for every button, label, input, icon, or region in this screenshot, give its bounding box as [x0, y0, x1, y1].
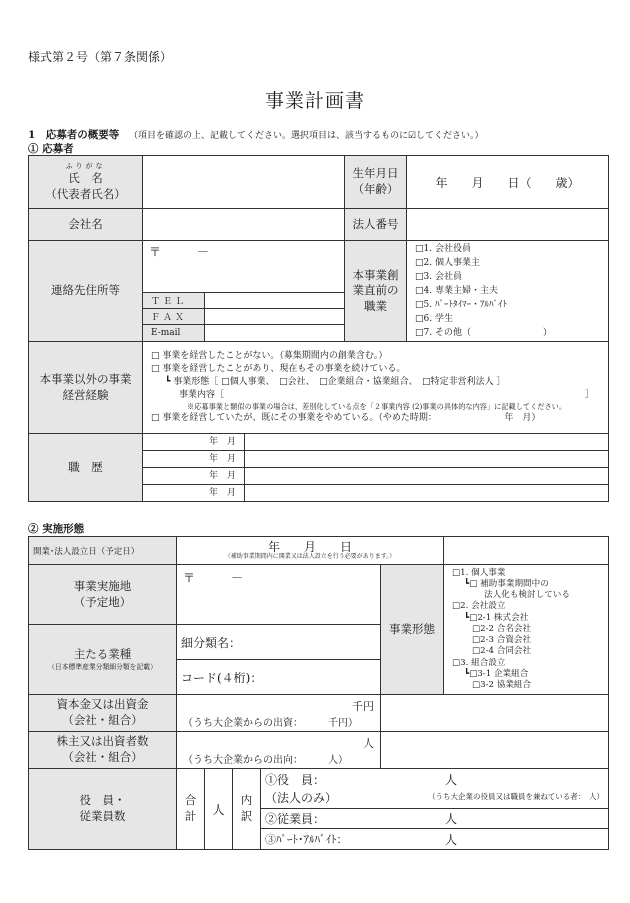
location-label-line2: （予定地）	[73, 594, 132, 609]
occupation-option[interactable]: □2. 個人事業主	[415, 258, 480, 268]
corporate-number-label: 法人番号	[345, 209, 407, 241]
career-detail[interactable]	[245, 468, 608, 484]
section1-note: （項目を確認の上、記載してください。選択項目は、該当するものに☑してください。）	[128, 131, 484, 141]
shareholder-sub: （うち大企業からの出向： 人）	[183, 754, 348, 766]
capital-label-line1: 資本金又は出資金	[56, 697, 149, 712]
officers-row[interactable]	[261, 769, 608, 809]
experience-content-close: ］	[584, 390, 594, 400]
career-row	[143, 434, 609, 451]
corporate-number-field[interactable]	[407, 209, 609, 241]
staff-total-field[interactable]: 人	[205, 769, 233, 850]
industry-label-line2: （日本標準産業分類細分類を記載）	[48, 662, 157, 671]
occupation-label-line3: 職業	[364, 298, 387, 313]
start-date-blank	[444, 537, 609, 565]
occupation-label-line1: 本事業創	[352, 267, 399, 282]
career-label: 職 歴	[29, 434, 143, 502]
staff-breakdown-label	[233, 769, 261, 850]
occupation-options	[407, 241, 609, 342]
career-detail[interactable]	[245, 451, 608, 467]
occupation-option[interactable]: □4. 専業主婦・主夫	[415, 286, 498, 296]
business-form-option[interactable]: □2. 会社設立	[452, 601, 506, 612]
career-date[interactable]: 年 月	[143, 451, 245, 467]
industry-code-field[interactable]: コード(４桁)：	[177, 660, 381, 695]
location-label	[29, 565, 177, 625]
name-field[interactable]	[143, 156, 345, 209]
applicant-table	[28, 155, 609, 502]
business-form-option[interactable]: □2-3 合資会社	[472, 635, 532, 646]
business-form-option[interactable]: ┗□3-1 企業組合	[464, 668, 529, 679]
staff-breakdown-label-line2: 訳	[240, 809, 253, 823]
birthdate-field[interactable]: 年 月 日（ 歳）	[407, 156, 609, 209]
section1-heading: 1 応募者の概要等	[28, 129, 120, 141]
staff-label-line1: 役 員・	[79, 793, 126, 808]
shareholder-unit: 人	[363, 736, 374, 750]
experience-label-line1: 本事業以外の事業	[39, 371, 132, 386]
experience-option-none[interactable]: □ 事業を経営したことがない。（募集期間内の創業含む。）	[151, 351, 388, 361]
shareholder-blank	[381, 732, 609, 769]
business-form-options	[444, 565, 609, 695]
career-date[interactable]: 年 月	[143, 485, 245, 501]
tel-field[interactable]	[205, 292, 345, 308]
officers-sub: （法人のみ）	[265, 791, 338, 805]
experience-label	[29, 342, 143, 434]
furigana-label: ふりがな	[65, 161, 106, 170]
business-form-option[interactable]: □1. 個人事業	[452, 567, 506, 578]
experience-content-row	[143, 389, 608, 402]
company-name-label: 会社名	[29, 209, 143, 241]
occupation-label-line2: 業直前の	[352, 283, 399, 298]
experience-content[interactable]: 事業内容［	[179, 390, 225, 400]
staff-total-label-line2: 計	[184, 809, 197, 823]
occupation-option[interactable]: □6. 学生	[415, 314, 453, 324]
birthdate-label-line2: （年齢）	[352, 182, 399, 196]
experience-business-form[interactable]: ┗ 事業形態［ □個人事業、 □会社、 □企業組合・協業組合、 □特定非営利法人 ］	[165, 377, 506, 387]
name-label-line2: （代表者氏名）	[45, 186, 126, 201]
employees-label: ②従業員：	[265, 812, 326, 826]
staff-breakdown	[261, 769, 609, 850]
start-date-value[interactable]: 年 月 日	[268, 539, 353, 554]
business-form-option[interactable]: □2-4 合同会社	[472, 646, 532, 657]
occupation-option[interactable]: □5. ﾊﾟｰﾄﾀｲﾏｰ・ｱﾙﾊﾞｲﾄ	[415, 300, 507, 310]
officers-label: ①役 員：	[265, 773, 326, 787]
address-field[interactable]: 〒 －	[143, 241, 345, 293]
capital-field[interactable]	[177, 695, 381, 732]
name-label-line1: 氏 名	[68, 171, 103, 186]
form-number: 様式第２号（第７条関係）	[28, 50, 173, 64]
career-row	[143, 485, 609, 502]
business-form-option[interactable]: ┗□2-1 株式会社	[464, 612, 529, 623]
experience-option-current[interactable]: □ 事業を経営したことがあり、現在もその事業を続けている。	[151, 364, 406, 374]
experience-label-line2: 経営経験	[62, 387, 109, 402]
location-field[interactable]: 〒 －	[177, 565, 381, 625]
employees-unit: 人	[445, 812, 458, 826]
tel-label: ＴＥＬ	[143, 292, 205, 308]
occupation-option[interactable]: □3. 会社員	[415, 272, 462, 282]
staff-total-label-line1: 合	[184, 793, 197, 808]
officers-note: （うち大企業の役員又は職員を兼ねている者： 人）	[427, 792, 605, 801]
employees-row[interactable]	[261, 809, 608, 829]
business-form-option[interactable]: □3-2 協業組合	[472, 679, 532, 690]
officers-unit: 人	[445, 773, 458, 787]
career-date[interactable]: 年 月	[143, 434, 245, 450]
career-row	[143, 468, 609, 485]
shareholder-label-line1: 株主又は出資者数	[56, 734, 149, 749]
capital-blank	[381, 695, 609, 732]
business-form-list	[452, 568, 608, 691]
business-form-option[interactable]: □2-2 合名会社	[472, 623, 532, 634]
business-form-option[interactable]: □3. 組合設立	[452, 657, 506, 668]
parttime-row[interactable]	[261, 829, 608, 849]
occupation-label	[345, 241, 407, 342]
staff-breakdown-label-line1: 内	[240, 793, 253, 808]
birthdate-label	[345, 156, 407, 209]
address-label: 連絡先住所等	[29, 241, 143, 342]
applicant-heading: ① 応募者	[28, 143, 74, 155]
business-form-option-note: 法人化も検討している	[484, 590, 570, 601]
birthdate-label-line1: 生年月日	[352, 166, 399, 181]
capital-unit: 千円	[352, 699, 374, 713]
fax-label: ＦＡＸ	[143, 309, 205, 325]
parttime-label: ③ﾊﾟｰﾄ･ｱﾙﾊﾞｲﾄ：	[265, 833, 348, 846]
email-field[interactable]	[205, 325, 345, 342]
industry-subclass-field[interactable]: 細分類名：	[177, 625, 381, 660]
location-label-line1: 事業実施地	[73, 578, 132, 593]
start-date-cell	[177, 537, 444, 565]
staff-label-line2: 従業員数	[79, 809, 126, 823]
staff-total-label	[177, 769, 205, 850]
occupation-option[interactable]: □7. その他（ ）	[415, 328, 552, 338]
occupation-option[interactable]: □1. 会社役員	[415, 244, 471, 254]
industry-label-line1: 主たる業種	[73, 647, 132, 662]
shareholder-label	[29, 732, 177, 769]
industry-label	[29, 625, 177, 695]
email-label: E-mail	[143, 325, 205, 342]
parttime-unit: 人	[445, 833, 458, 847]
career-detail[interactable]	[245, 485, 608, 501]
document-title: 事業計画書	[264, 90, 365, 112]
career-date[interactable]: 年 月	[143, 468, 245, 484]
implementation-table	[28, 536, 609, 850]
company-name-field[interactable]	[143, 209, 345, 241]
capital-label-line2: （会社・組合）	[62, 713, 143, 727]
start-date-label: 開業･法人設立日（予定日）	[29, 537, 177, 565]
business-form-label: 事業形態	[381, 565, 444, 695]
shareholder-field[interactable]	[177, 732, 381, 769]
name-label	[29, 156, 143, 209]
business-form-option[interactable]: ┗□ 補助事業期間中の	[464, 579, 549, 590]
capital-sub: （うち大企業からの出資： 千円）	[183, 717, 358, 729]
experience-footnote: ※応募事業と類似の事業の場合は、差別化している点を「２事業内容 (2)事業の具体的な内容」に記載してください。	[187, 402, 567, 411]
experience-option-past[interactable]: □ 事業を経営していたが、既にその事業をやめている。（やめた時期： 年 月）	[151, 413, 541, 423]
fax-field[interactable]	[205, 309, 345, 325]
start-date-note: （補助事業期間内に開業又は法人設立を行う必要があります。）	[224, 552, 396, 560]
staff-label	[29, 769, 177, 850]
career-row	[143, 451, 609, 468]
career-detail[interactable]	[245, 434, 608, 450]
capital-label	[29, 695, 177, 732]
shareholder-label-line2: （会社・組合）	[62, 750, 143, 764]
implementation-heading: ② 実施形態	[28, 523, 85, 535]
experience-options	[143, 342, 609, 434]
section1-heading-row	[28, 127, 484, 142]
